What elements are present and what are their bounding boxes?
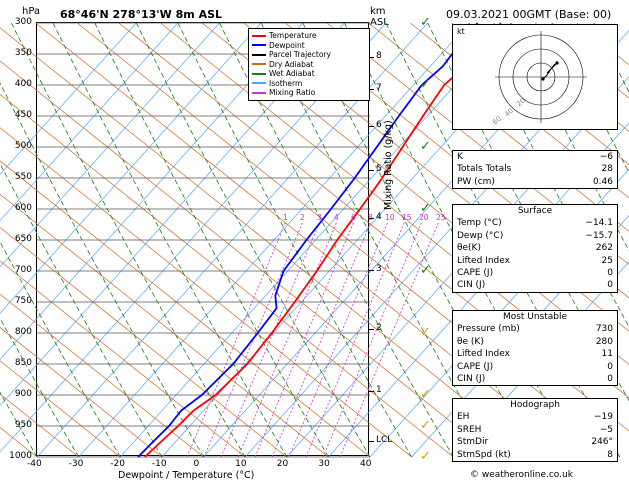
index-label: Temp (°C)	[457, 218, 502, 229]
temperature-tick-label: 10	[235, 459, 247, 469]
pressure-tick-label: 650	[14, 234, 32, 244]
index-row	[453, 323, 617, 335]
height-tick-mark	[369, 170, 374, 171]
index-value: 28	[601, 164, 613, 175]
index-row	[453, 267, 617, 279]
index-row	[453, 348, 617, 360]
legend-swatch	[252, 54, 266, 56]
temperature-tick-label: 30	[318, 459, 330, 469]
index-row	[453, 449, 617, 461]
pressure-tick-label: 550	[14, 172, 32, 182]
temperature-tick-label: -10	[151, 459, 167, 469]
index-value: 730	[595, 324, 613, 335]
mixing-ratio-label: 15	[401, 213, 412, 223]
legend-item	[252, 50, 366, 60]
temperature-tick-label: 40	[360, 459, 372, 469]
copyright-footer: © weatheronline.co.uk	[470, 470, 573, 480]
legend-item	[252, 88, 366, 98]
legend-label: Dewpoint	[269, 40, 305, 50]
mixing-ratio-label: 20	[418, 213, 429, 223]
index-row	[453, 424, 617, 436]
pressure-tick-label: 400	[14, 79, 32, 89]
index-row	[453, 242, 617, 254]
index-label: PW (cm)	[457, 176, 495, 187]
index-row	[453, 151, 617, 163]
run-datetime: 09.03.2021 00GMT (Base: 00)	[446, 8, 612, 21]
index-row	[453, 255, 617, 267]
index-label: Pressure (mb)	[457, 324, 520, 335]
height-tick-label: 3	[376, 264, 382, 274]
pressure-tick-label: 300	[14, 17, 32, 27]
height-tick-mark	[369, 441, 374, 442]
index-value: 0	[607, 361, 613, 372]
legend-item	[252, 60, 366, 70]
legend-label: Parcel Trajectory	[269, 50, 331, 59]
height-tick-label: LCL	[376, 434, 393, 445]
legend-item	[252, 79, 366, 89]
pressure-tick-label: 500	[14, 141, 32, 151]
mixing-ratio-label: 4	[333, 213, 339, 223]
box-title: Hodograph	[510, 400, 560, 410]
index-label: Lifted Index	[457, 255, 510, 266]
svg-text:40: 40	[503, 106, 516, 119]
pressure-tick-label: 900	[14, 389, 32, 399]
height-tick-label: 8	[376, 51, 382, 62]
index-label: K	[457, 152, 463, 162]
index-row	[453, 336, 617, 348]
index-value: −5	[599, 424, 613, 435]
index-value: 0	[607, 268, 613, 279]
index-label: EH	[457, 412, 470, 423]
index-label: Totals Totals	[457, 164, 512, 175]
legend-label: Temperature	[269, 31, 317, 40]
legend-item	[252, 41, 366, 51]
index-row	[453, 176, 617, 188]
index-value: 25	[601, 255, 613, 266]
index-value: 262	[595, 243, 613, 254]
mixing-ratio-label: 25	[435, 213, 446, 223]
legend-swatch	[252, 44, 266, 46]
wind-barb: ✓	[420, 77, 431, 92]
hodograph-svg	[453, 25, 617, 129]
pressure-axis-unit: hPa	[22, 6, 41, 17]
y-axis-title-right: Mixing Ratio (g/kg)	[383, 120, 394, 210]
height-tick-label: 6	[376, 120, 382, 131]
index-value: 11	[601, 349, 613, 360]
height-tick-label: 7	[376, 82, 382, 93]
index-label: θe(K)	[457, 243, 481, 254]
index-label: StmSpd (kt)	[457, 449, 511, 460]
legend-label: Isotherm	[269, 78, 303, 88]
index-value: 280	[595, 336, 613, 347]
pressure-tick-label: 600	[14, 203, 32, 213]
svg-text:60: 60	[491, 114, 504, 127]
index-label: Lifted Index	[457, 349, 510, 360]
box-title: Surface	[517, 206, 553, 216]
index-value: 0.46	[592, 176, 613, 187]
legend-label: Wet Adiabat	[269, 69, 315, 78]
hodograph-panel[interactable]	[452, 24, 618, 130]
wind-barb: ✓	[420, 139, 431, 154]
mixing-ratio-label: 6	[350, 213, 356, 223]
index-value: 0	[607, 374, 613, 385]
index-label: CIN (J)	[457, 374, 486, 385]
index-value: 0	[607, 280, 613, 291]
indices-box-most-unstable	[452, 310, 618, 386]
index-row	[453, 217, 617, 229]
height-tick-mark	[369, 126, 374, 127]
pressure-tick-label: 850	[14, 358, 32, 368]
index-row	[453, 373, 617, 385]
legend-item	[252, 69, 366, 79]
index-label: SREH	[457, 424, 482, 435]
height-tick-mark	[369, 57, 374, 58]
temperature-tick-label: 20	[276, 459, 289, 469]
pressure-tick-label: 950	[14, 420, 32, 430]
pressure-tick-label: 350	[14, 48, 32, 58]
index-value: 246°	[591, 437, 613, 448]
wind-barb: ✓	[420, 263, 431, 278]
hodograph-unit-label: kt	[457, 27, 465, 36]
chart-legend	[248, 28, 370, 101]
legend-swatch	[252, 92, 266, 94]
box-title: Most Unstable	[502, 312, 568, 322]
wind-barb: ✓	[420, 418, 431, 433]
index-label: CAPE (J)	[457, 361, 494, 372]
legend-label: Dry Adiabat	[269, 59, 314, 69]
wind-barb: ✓	[420, 449, 431, 464]
legend-item	[252, 31, 366, 41]
temperature-tick-label: -40	[27, 459, 42, 469]
height-tick-label: 1	[376, 384, 382, 395]
index-value: −14.1	[585, 218, 613, 229]
x-axis-title: Dewpoint / Temperature (°C)	[118, 470, 255, 481]
height-tick-label: 5	[376, 163, 382, 174]
indices-box-hodograph	[452, 398, 618, 462]
index-value: −6	[599, 152, 613, 162]
index-row	[453, 230, 617, 242]
index-label: CAPE (J)	[457, 268, 494, 279]
height-tick-mark	[369, 329, 374, 330]
indices-box-surface	[452, 204, 618, 293]
wind-barb: ✓	[420, 325, 431, 340]
height-tick-label: 2	[376, 322, 382, 333]
pressure-tick-label: 700	[14, 265, 32, 275]
station-title: 68°46'N 278°13'W 8m ASL	[60, 8, 223, 21]
index-value: −15.7	[585, 230, 613, 241]
index-label: Dewp (°C)	[457, 230, 504, 241]
wind-barb: ✓	[420, 201, 431, 216]
temperature-tick-label: -20	[110, 459, 125, 469]
height-tick-label: 4	[376, 211, 382, 222]
pressure-tick-label: 750	[14, 296, 32, 306]
indices-box-top	[452, 150, 618, 189]
index-label: CIN (J)	[457, 280, 486, 291]
index-label: θe (K)	[457, 336, 484, 347]
mixing-ratio-label: 3	[316, 213, 322, 223]
index-row	[453, 411, 617, 423]
pressure-tick-label: 450	[14, 110, 32, 120]
index-value: −19	[594, 412, 613, 423]
height-tick-mark	[369, 391, 374, 392]
svg-text:20: 20	[515, 96, 528, 109]
legend-label: Mixing Ratio	[269, 88, 316, 97]
index-value: 8	[607, 449, 613, 460]
index-row	[453, 163, 617, 175]
legend-swatch	[252, 35, 266, 37]
legend-swatch	[252, 63, 266, 65]
legend-swatch	[252, 82, 266, 84]
height-axis-unit: km ASL	[370, 6, 389, 28]
index-row	[453, 279, 617, 291]
mixing-ratio-label: 1	[282, 213, 288, 223]
pressure-tick-label: 1000	[9, 451, 32, 461]
temperature-tick-label: -30	[68, 459, 84, 469]
height-tick-mark	[369, 270, 374, 271]
mixing-ratio-label: 10	[384, 213, 395, 223]
wind-barb: ✓	[420, 15, 431, 30]
temperature-tick-label: 0	[193, 459, 200, 469]
index-row	[453, 361, 617, 373]
legend-swatch	[252, 73, 266, 75]
wind-barb: ✓	[420, 387, 431, 402]
height-tick-mark	[369, 89, 374, 90]
pressure-tick-label: 800	[14, 327, 32, 337]
mixing-ratio-label: 2	[299, 213, 305, 223]
height-tick-mark	[369, 218, 374, 219]
index-row	[453, 436, 617, 448]
index-label: StmDir	[457, 437, 489, 448]
